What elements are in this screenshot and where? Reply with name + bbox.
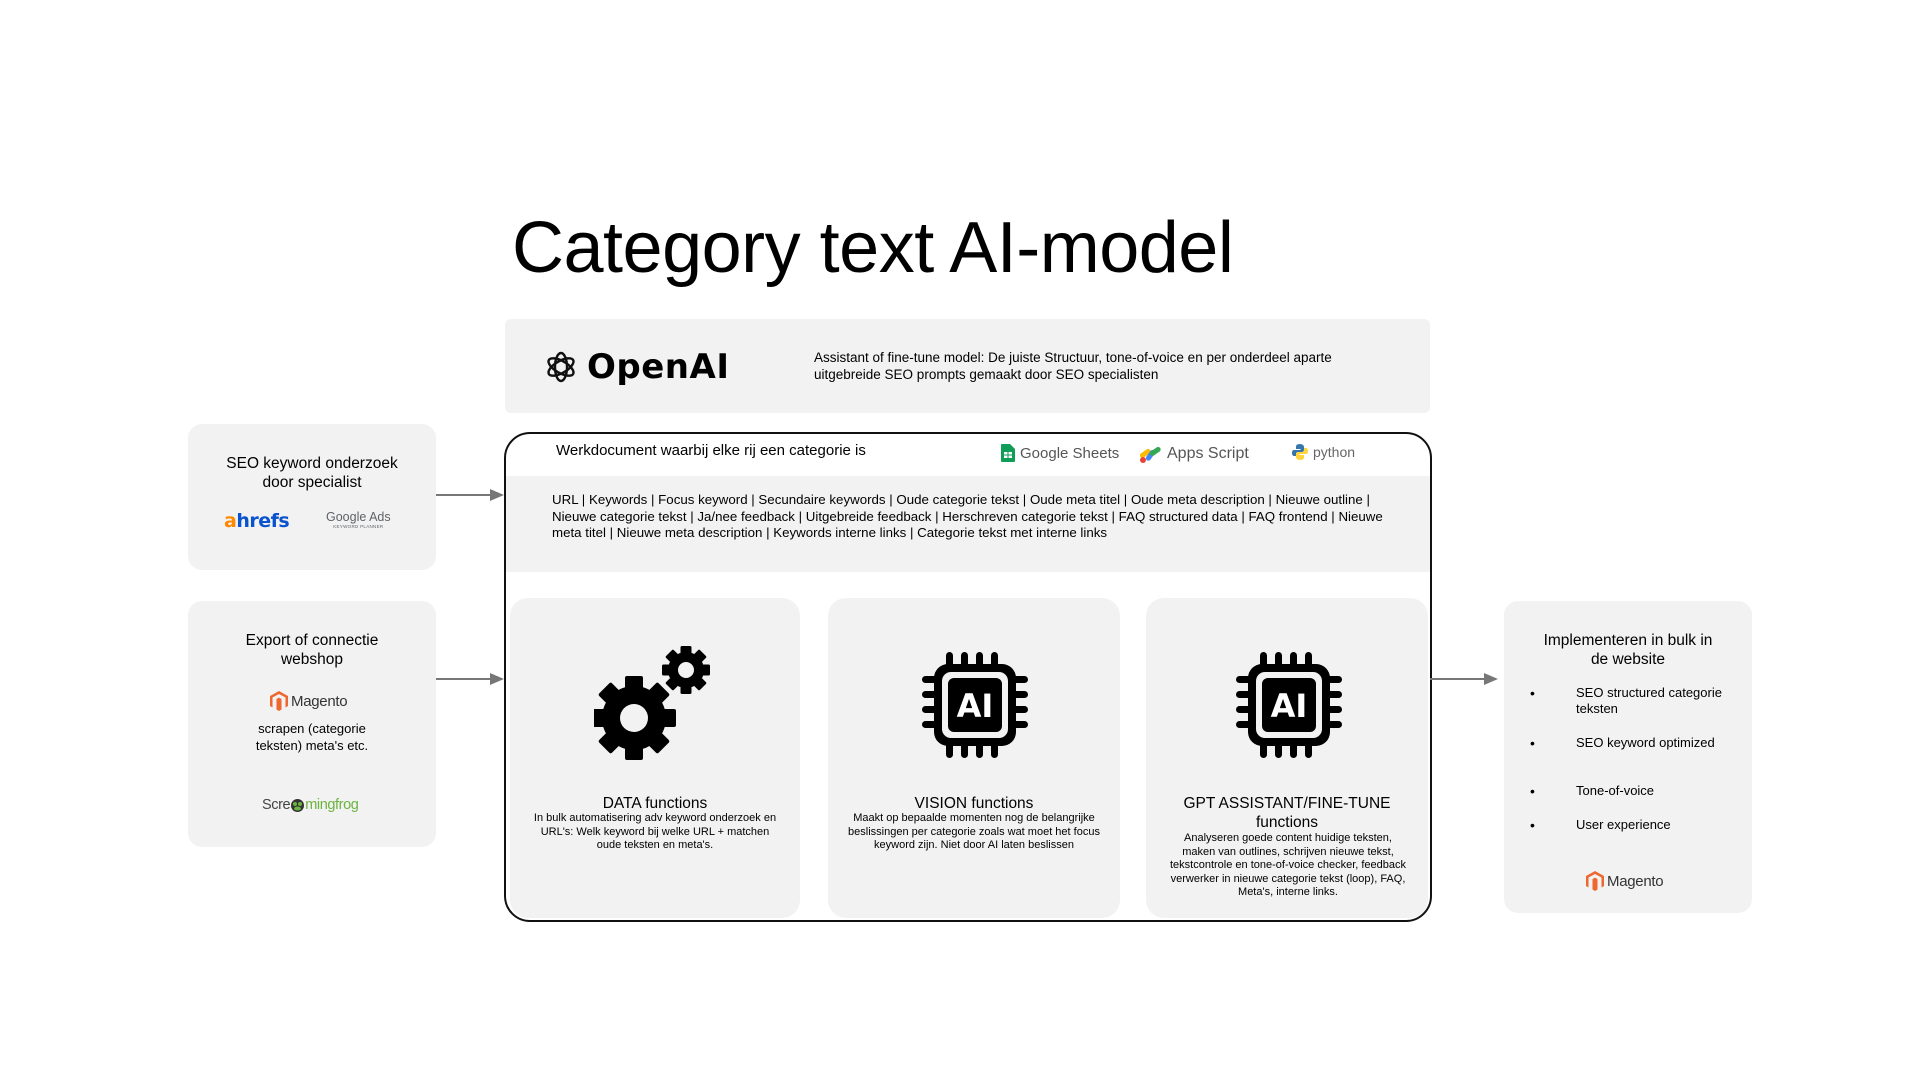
openai-icon [543,349,579,385]
export-webshop-box [188,601,436,847]
list-item [1504,685,1752,735]
arrow-head-export [490,673,504,685]
frog-icon [290,798,305,813]
google-sheets-logo [1001,444,1119,462]
openai-panel [505,319,1430,413]
gpt-functions-description: Analyseren goede content huidige teksten, maken van outlines, schrijven nieuwe tekst, tekstcontrole en tone-of-voice checker, feedback verwerker in nieuwe categorie tekst (loop), FAQ, Meta's, interne links. [1169,832,1407,898]
arrow-workdoc-to-implement [1430,678,1486,680]
magento-label: Magento [1607,872,1664,890]
vision-functions-title: VISION functions [914,795,1034,812]
vision-functions-card [828,598,1120,918]
openai-description: Assistant of fine-tune model: De juiste Structuur, tone-of-voice en per onderdeel aparte uitgebreide SEO prompts gemaakt door SEO specialisten [814,350,1332,382]
magento-logo [270,691,347,711]
gpt-functions-card [1146,598,1428,918]
list-item [1504,735,1752,783]
apps-script-icon [1138,444,1162,464]
ahrefs-logo: ahrefs [224,510,290,532]
scrape-text: scrapen (categorie teksten) meta's etc. [255,721,369,753]
workdocument-frame [504,432,1432,922]
list-item [1504,817,1752,847]
google-ads-logo [326,510,391,529]
bullet-text: SEO keyword optimized [1576,735,1715,750]
implement-bullet-list [1504,685,1752,847]
python-icon [1292,444,1308,460]
arrow-head-implement [1484,673,1498,685]
ai-chip-icon [920,650,1030,760]
implement-title: Implementeren in bulk in de website [1543,632,1713,668]
gpt-functions-title: GPT ASSISTANT/FINE-TUNE functions [1183,795,1391,831]
page-title: Category text AI-model [512,208,1234,288]
python-logo [1292,444,1355,460]
seo-keyword-box [188,424,436,570]
gears-icon [594,644,714,762]
arrow-seo-to-workdoc [436,494,492,496]
bullet-icon: • [1530,735,1535,751]
data-functions-card [510,598,800,918]
screamingfrog-label-left: Scre [262,797,291,813]
magento-label: Magento [291,692,348,710]
google-ads-label: Google Ads [326,510,391,524]
screamingfrog-logo [262,797,358,813]
arrow-export-to-workdoc [436,678,492,680]
magento-icon [270,691,288,711]
bullet-text: User experience [1576,817,1671,832]
ai-chip-icon [1234,650,1344,760]
columns-band [506,476,1430,572]
arrow-head-seo [490,489,504,501]
data-functions-title: DATA functions [602,795,708,812]
google-sheets-label: Google Sheets [1020,444,1120,462]
python-label: python [1313,444,1356,460]
ai-chip-label: AI [956,687,994,725]
openai-logo [543,347,729,387]
implement-box [1504,601,1752,913]
keyword-planner-label: KEYWORD PLANNER [333,524,384,529]
columns-text: URL | Keywords | Focus keyword | Secundaire keywords | Oude categorie tekst | Oude meta titel | Oude meta description | Nieuwe outline | Nieuwe categorie tekst | Ja/nee feedback | Uitgebreide feedback | Herschreven categorie tekst | FAQ structured data | FAQ frontend | Nieuwe meta titel | Nieuwe meta description | Keywords interne links | Categorie tekst met interne links [552,492,1383,540]
apps-script-label: Apps Script [1167,445,1249,462]
google-sheets-icon [1001,444,1015,462]
workdocument-title: Werkdocument waarbij elke rij een categorie is [556,442,866,459]
export-webshop-title: Export of connectie webshop [245,632,379,668]
seo-keyword-title: SEO keyword onderzoek door specialist [226,455,398,491]
screamingfrog-label-right: mingfrog [305,797,359,813]
magento-icon [1586,871,1604,891]
apps-script-logo [1138,444,1249,464]
ai-chip-label: AI [1270,687,1308,725]
data-functions-description: In bulk automatisering adv keyword onderzoek en URL's: Welk keyword bij welke URL + matchen oude teksten en meta's. [533,812,777,851]
bullet-text: SEO structured categorie teksten [1576,685,1722,716]
vision-functions-description: Maakt op bepaalde momenten nog de belangrijke beslissingen per categorie zoals wat moet het focus keyword zijn. Niet door AI laten beslissen [848,812,1100,851]
magento-logo [1586,871,1663,891]
bullet-icon: • [1530,685,1535,701]
openai-wordmark: OpenAI [587,347,730,387]
list-item [1504,783,1752,817]
bullet-text: Tone-of-voice [1576,783,1655,798]
bullet-icon: • [1530,783,1535,799]
bullet-icon: • [1530,817,1535,833]
